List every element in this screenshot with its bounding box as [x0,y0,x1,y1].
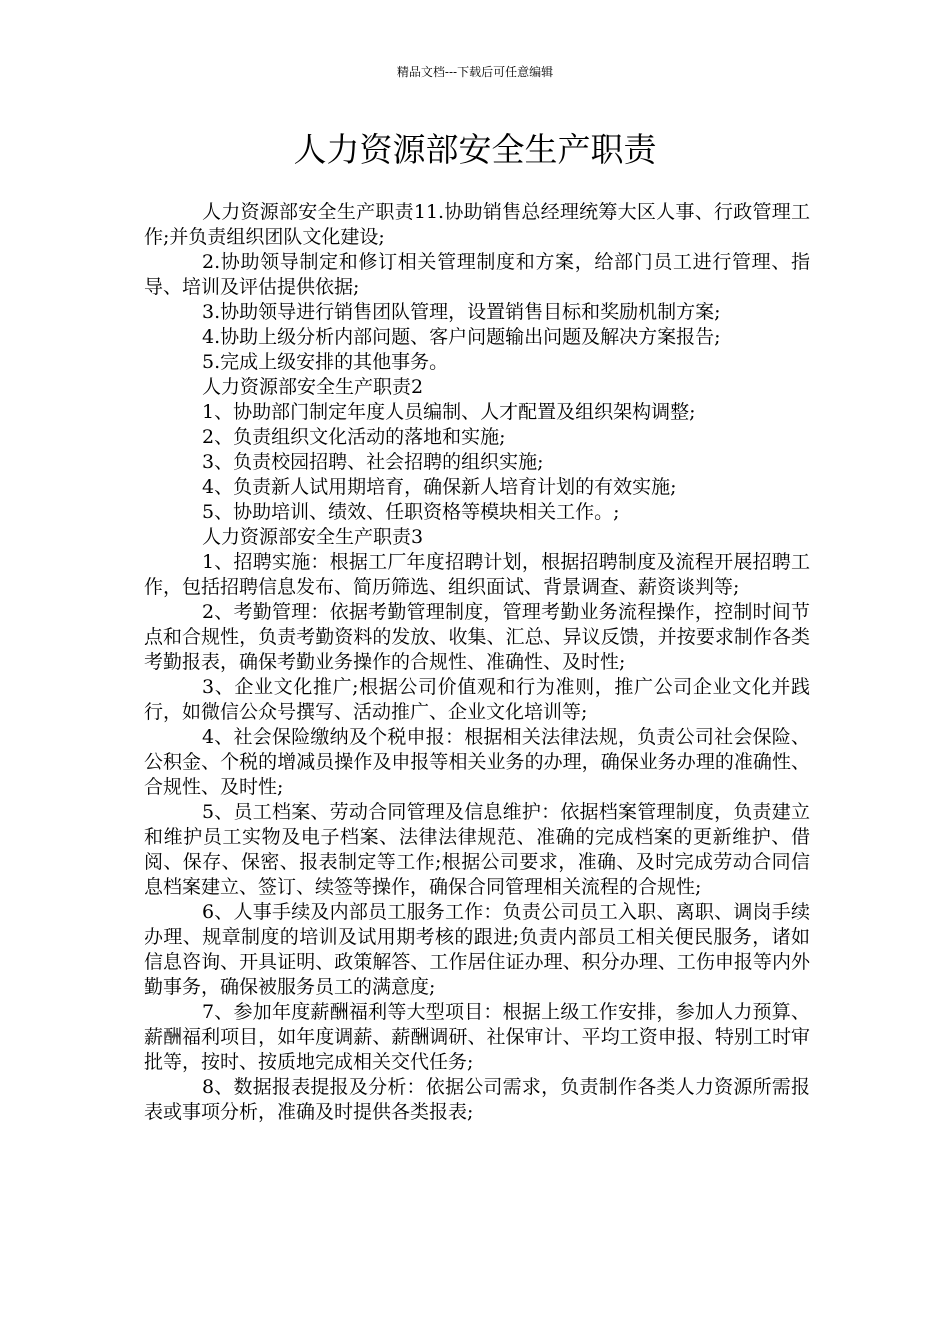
paragraph: 8、数据报表提报及分析：依据公司需求，负责制作各类人力资源所需报表或事项分析，准确及时提供各类报表; [144,1076,810,1123]
document-title: 人力资源部安全生产职责 [293,130,657,169]
paragraph: 人力资源部安全生产职责11.协助销售总经理统筹大区人事、行政管理工作;并负责组织团队文化建设; [144,201,810,248]
header-note: 精品文档---下载后可任意编辑 [396,65,554,79]
paragraph: 4、社会保险缴纳及个税申报：根据相关法律法规，负责公司社会保险、公积金、个税的增减员操作及申报等相关业务的办理，确保业务办理的准确性、合规性、及时性; [144,726,810,798]
paragraph: 2.协助领导制定和修订相关管理制度和方案，给部门员工进行管理、指导、培训及评估提供依据; [144,251,810,298]
paragraph: 1、协助部门制定年度人员编制、人才配置及组织架构调整; [202,401,696,423]
paragraph: 3.协助领导进行销售团队管理，设置销售目标和奖励机制方案; [202,301,721,323]
paragraph: 5.完成上级安排的其他事务。 [202,351,449,373]
paragraph: 4.协助上级分析内部问题、客户问题输出问题及解决方案报告; [202,326,721,348]
paragraph: 2、考勤管理：依据考勤管理制度，管理考勤业务流程操作，控制时间节点和合规性，负责考勤资料的发放、收集、汇总、异议反馈，并按要求制作各类考勤报表，确保考勤业务操作的合规性、准确性、及时性; [144,601,810,673]
document-body [144,200,810,1125]
section-heading: 人力资源部安全生产职责3 [202,526,424,548]
paragraph: 3、企业文化推广;根据公司价值观和行为准则，推广公司企业文化并践行，如微信公众号撰写、活动推广、企业文化培训等; [144,676,810,723]
paragraph: 7、参加年度薪酬福利等大型项目：根据上级工作安排，参加人力预算、薪酬福利项目，如年度调薪、薪酬调研、社保审计、平均工资申报、特别工时审批等，按时、按质地完成相关交代任务; [144,1001,810,1073]
paragraph: 6、人事手续及内部员工服务工作：负责公司员工入职、离职、调岗手续办理、规章制度的培训及试用期考核的跟进;负责内部员工相关便民服务，诸如信息咨询、开具证明、政策解答、工作居住证办理、积分办理、工伤申报等内外勤事务，确保被服务员工的满意度; [144,901,810,998]
paragraph: 1、招聘实施：根据工厂年度招聘计划，根据招聘制度及流程开展招聘工作，包括招聘信息发布、简历筛选、组织面试、背景调查、薪资谈判等; [144,551,810,598]
paragraph: 5、员工档案、劳动合同管理及信息维护：依据档案管理制度，负责建立和维护员工实物及电子档案、法律法律规范、准确的完成档案的更新维护、借阅、保存、保密、报表制定等工作;根据公司要求，准确、及时完成劳动合同信息档案建立、签订、续签等操作，确保合同管理相关流程的合规性; [144,801,810,898]
paragraph: 5、协助培训、绩效、任职资格等模块相关工作。; [202,501,620,523]
paragraph: 3、负责校园招聘、社会招聘的组织实施; [202,451,544,473]
paragraph: 2、负责组织文化活动的落地和实施; [202,426,506,448]
paragraph: 4、负责新人试用期培育，确保新人培育计划的有效实施; [202,476,677,498]
section-heading: 人力资源部安全生产职责2 [202,376,424,398]
